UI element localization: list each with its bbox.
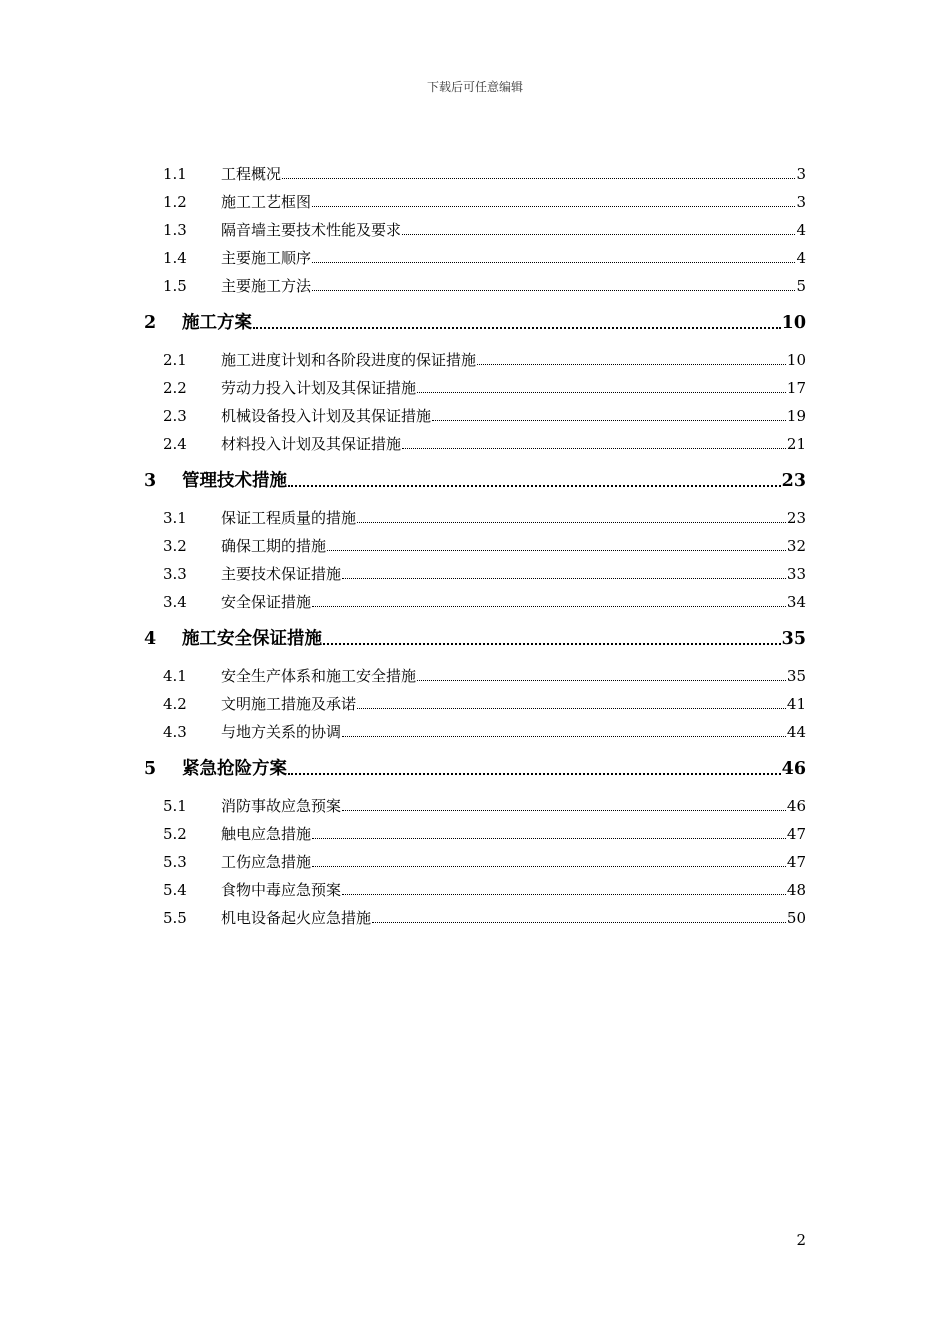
toc-dot-leader: [312, 835, 786, 839]
toc-entry-page: 34: [786, 593, 806, 611]
toc-entry-title: 施工进度计划和各阶段进度的保证措施: [221, 351, 477, 369]
toc-dot-leader: [282, 175, 795, 179]
toc-dot-leader: [253, 324, 781, 329]
toc-entry-page: 48: [786, 881, 806, 899]
toc-entry-title: 保证工程质量的措施: [221, 509, 357, 527]
toc-dot-leader: [402, 445, 786, 449]
toc-entry-number: 3: [144, 471, 157, 491]
toc-entry-title: 施工方案: [182, 313, 252, 333]
toc-section-entry[interactable]: [163, 588, 806, 616]
toc-entry-title: 机电设备起火应急措施: [221, 909, 372, 927]
toc-section-entry[interactable]: [163, 532, 806, 560]
toc-dot-leader: [477, 361, 786, 365]
toc-entry-number: 1.3: [163, 221, 187, 239]
toc-entry-page: 35: [786, 667, 806, 685]
toc-dot-leader: [323, 640, 781, 645]
toc-entry-title: 劳动力投入计划及其保证措施: [221, 379, 417, 397]
toc-dot-leader: [372, 919, 786, 923]
toc-section-entry[interactable]: [163, 216, 806, 244]
toc-entry-number: 1.1: [163, 165, 187, 183]
toc-entry-page: 3: [796, 193, 806, 211]
toc-entry-number: 3.3: [163, 565, 187, 583]
toc-dot-leader: [312, 603, 786, 607]
toc-entry-title: 施工工艺框图: [221, 193, 312, 211]
toc-entry-title: 确保工期的措施: [221, 537, 327, 555]
toc-entry-number: 3.4: [163, 593, 187, 611]
toc-entry-number: 1.4: [163, 249, 187, 267]
toc-dot-leader: [342, 891, 786, 895]
toc-entry-title: 材料投入计划及其保证措施: [221, 435, 402, 453]
toc-entry-number: 5.2: [163, 825, 187, 843]
toc-entry-title: 工程概况: [221, 165, 282, 183]
toc-section-entry[interactable]: [163, 374, 806, 402]
toc-entry-page: 50: [786, 909, 806, 927]
toc-section-entry[interactable]: [163, 904, 806, 932]
toc-entry-page: 35: [781, 629, 806, 649]
toc-dot-leader: [327, 547, 786, 551]
toc-section-entry[interactable]: [163, 188, 806, 216]
toc-entry-number: 2: [144, 313, 157, 333]
toc-entry-number: 2.3: [163, 407, 187, 425]
toc-entry-title: 工伤应急措施: [221, 853, 312, 871]
toc-entry-page: 23: [781, 471, 806, 491]
toc-entry-number: 2.4: [163, 435, 187, 453]
toc-entry-page: 23: [786, 509, 806, 527]
toc-entry-title: 施工安全保证措施: [182, 629, 322, 649]
toc-chapter-entry[interactable]: [144, 622, 806, 656]
toc-entry-page: 5: [796, 277, 806, 295]
toc-dot-leader: [402, 231, 795, 235]
toc-entry-number: 5.4: [163, 881, 187, 899]
toc-dot-leader: [417, 389, 786, 393]
toc-entry-number: 5.5: [163, 909, 187, 927]
toc-dot-leader: [357, 519, 786, 523]
toc-dot-leader: [288, 770, 781, 775]
toc-entry-number: 4.3: [163, 723, 187, 741]
toc-entry-number: 4.2: [163, 695, 187, 713]
toc-entry-title: 安全生产体系和施工安全措施: [221, 667, 417, 685]
toc-chapter-entry[interactable]: [144, 464, 806, 498]
toc-entry-number: 5.1: [163, 797, 187, 815]
toc-entry-title: 安全保证措施: [221, 593, 312, 611]
toc-section-entry[interactable]: [163, 718, 806, 746]
toc-chapter-entry[interactable]: [144, 306, 806, 340]
toc-entry-page: 4: [796, 249, 806, 267]
toc-section-entry[interactable]: [163, 504, 806, 532]
toc-section-entry[interactable]: [163, 272, 806, 300]
toc-entry-title: 主要施工顺序: [221, 249, 312, 267]
toc-entry-number: 1.2: [163, 193, 187, 211]
toc-chapter-entry[interactable]: [144, 752, 806, 786]
toc-entry-title: 触电应急措施: [221, 825, 312, 843]
toc-entry-title: 消防事故应急预案: [221, 797, 342, 815]
toc-entry-page: 44: [786, 723, 806, 741]
toc-dot-leader: [342, 807, 786, 811]
toc-entry-page: 47: [786, 853, 806, 871]
toc-entry-page: 4: [796, 221, 806, 239]
toc-entry-number: 4.1: [163, 667, 187, 685]
toc-section-entry[interactable]: [163, 560, 806, 588]
toc-entry-title: 主要技术保证措施: [221, 565, 342, 583]
toc-entry-title: 紧急抢险方案: [182, 759, 287, 779]
toc-entry-page: 3: [796, 165, 806, 183]
toc-entry-title: 文明施工措施及承诺: [221, 695, 357, 713]
toc-section-entry[interactable]: [163, 346, 806, 374]
toc-section-entry[interactable]: [163, 402, 806, 430]
toc-entry-page: 46: [786, 797, 806, 815]
toc-section-entry[interactable]: [163, 430, 806, 458]
toc-dot-leader: [357, 705, 786, 709]
toc-section-entry[interactable]: [163, 160, 806, 188]
toc-entry-title: 与地方关系的协调: [221, 723, 342, 741]
toc-section-entry[interactable]: [163, 820, 806, 848]
toc-entry-page: 33: [786, 565, 806, 583]
toc-entry-title: 机械设备投入计划及其保证措施: [221, 407, 432, 425]
toc-entry-title: 食物中毒应急预案: [221, 881, 342, 899]
toc-section-entry[interactable]: [163, 690, 806, 718]
toc-entry-title: 隔音墙主要技术性能及要求: [221, 221, 402, 239]
toc-section-entry[interactable]: [163, 244, 806, 272]
toc-section-entry[interactable]: [163, 848, 806, 876]
toc-entry-page: 46: [781, 759, 806, 779]
toc-dot-leader: [312, 863, 786, 867]
toc-section-entry[interactable]: [163, 662, 806, 690]
toc-entry-number: 1.5: [163, 277, 187, 295]
toc-dot-leader: [288, 482, 781, 487]
toc-entry-page: 19: [786, 407, 806, 425]
toc-entry-number: 3.1: [163, 509, 187, 527]
toc-dot-leader: [342, 733, 786, 737]
toc-entry-number: 5.3: [163, 853, 187, 871]
toc-entry-number: 5: [144, 759, 157, 779]
toc-entry-page: 17: [786, 379, 806, 397]
toc-dot-leader: [312, 287, 795, 291]
toc-dot-leader: [312, 203, 795, 207]
toc-entry-page: 21: [786, 435, 806, 453]
toc-dot-leader: [432, 417, 786, 421]
toc-entry-number: 3.2: [163, 537, 187, 555]
toc-entry-page: 10: [786, 351, 806, 369]
toc-section-entry[interactable]: [163, 876, 806, 904]
toc-section-entry[interactable]: [163, 792, 806, 820]
toc-entry-page: 47: [786, 825, 806, 843]
toc-entry-title: 主要施工方法: [221, 277, 312, 295]
toc-entry-number: 2.1: [163, 351, 187, 369]
toc-dot-leader: [342, 575, 786, 579]
toc-entry-page: 10: [781, 313, 806, 333]
header-note: 下载后可任意编辑: [426, 80, 523, 94]
toc-entry-page: 41: [786, 695, 806, 713]
toc-entry-page: 32: [786, 537, 806, 555]
toc-entry-title: 管理技术措施: [182, 471, 287, 491]
toc-dot-leader: [312, 259, 795, 263]
toc-dot-leader: [417, 677, 786, 681]
page-number: 2: [796, 1231, 806, 1249]
toc-entry-number: 2.2: [163, 379, 187, 397]
toc-entry-number: 4: [144, 629, 157, 649]
